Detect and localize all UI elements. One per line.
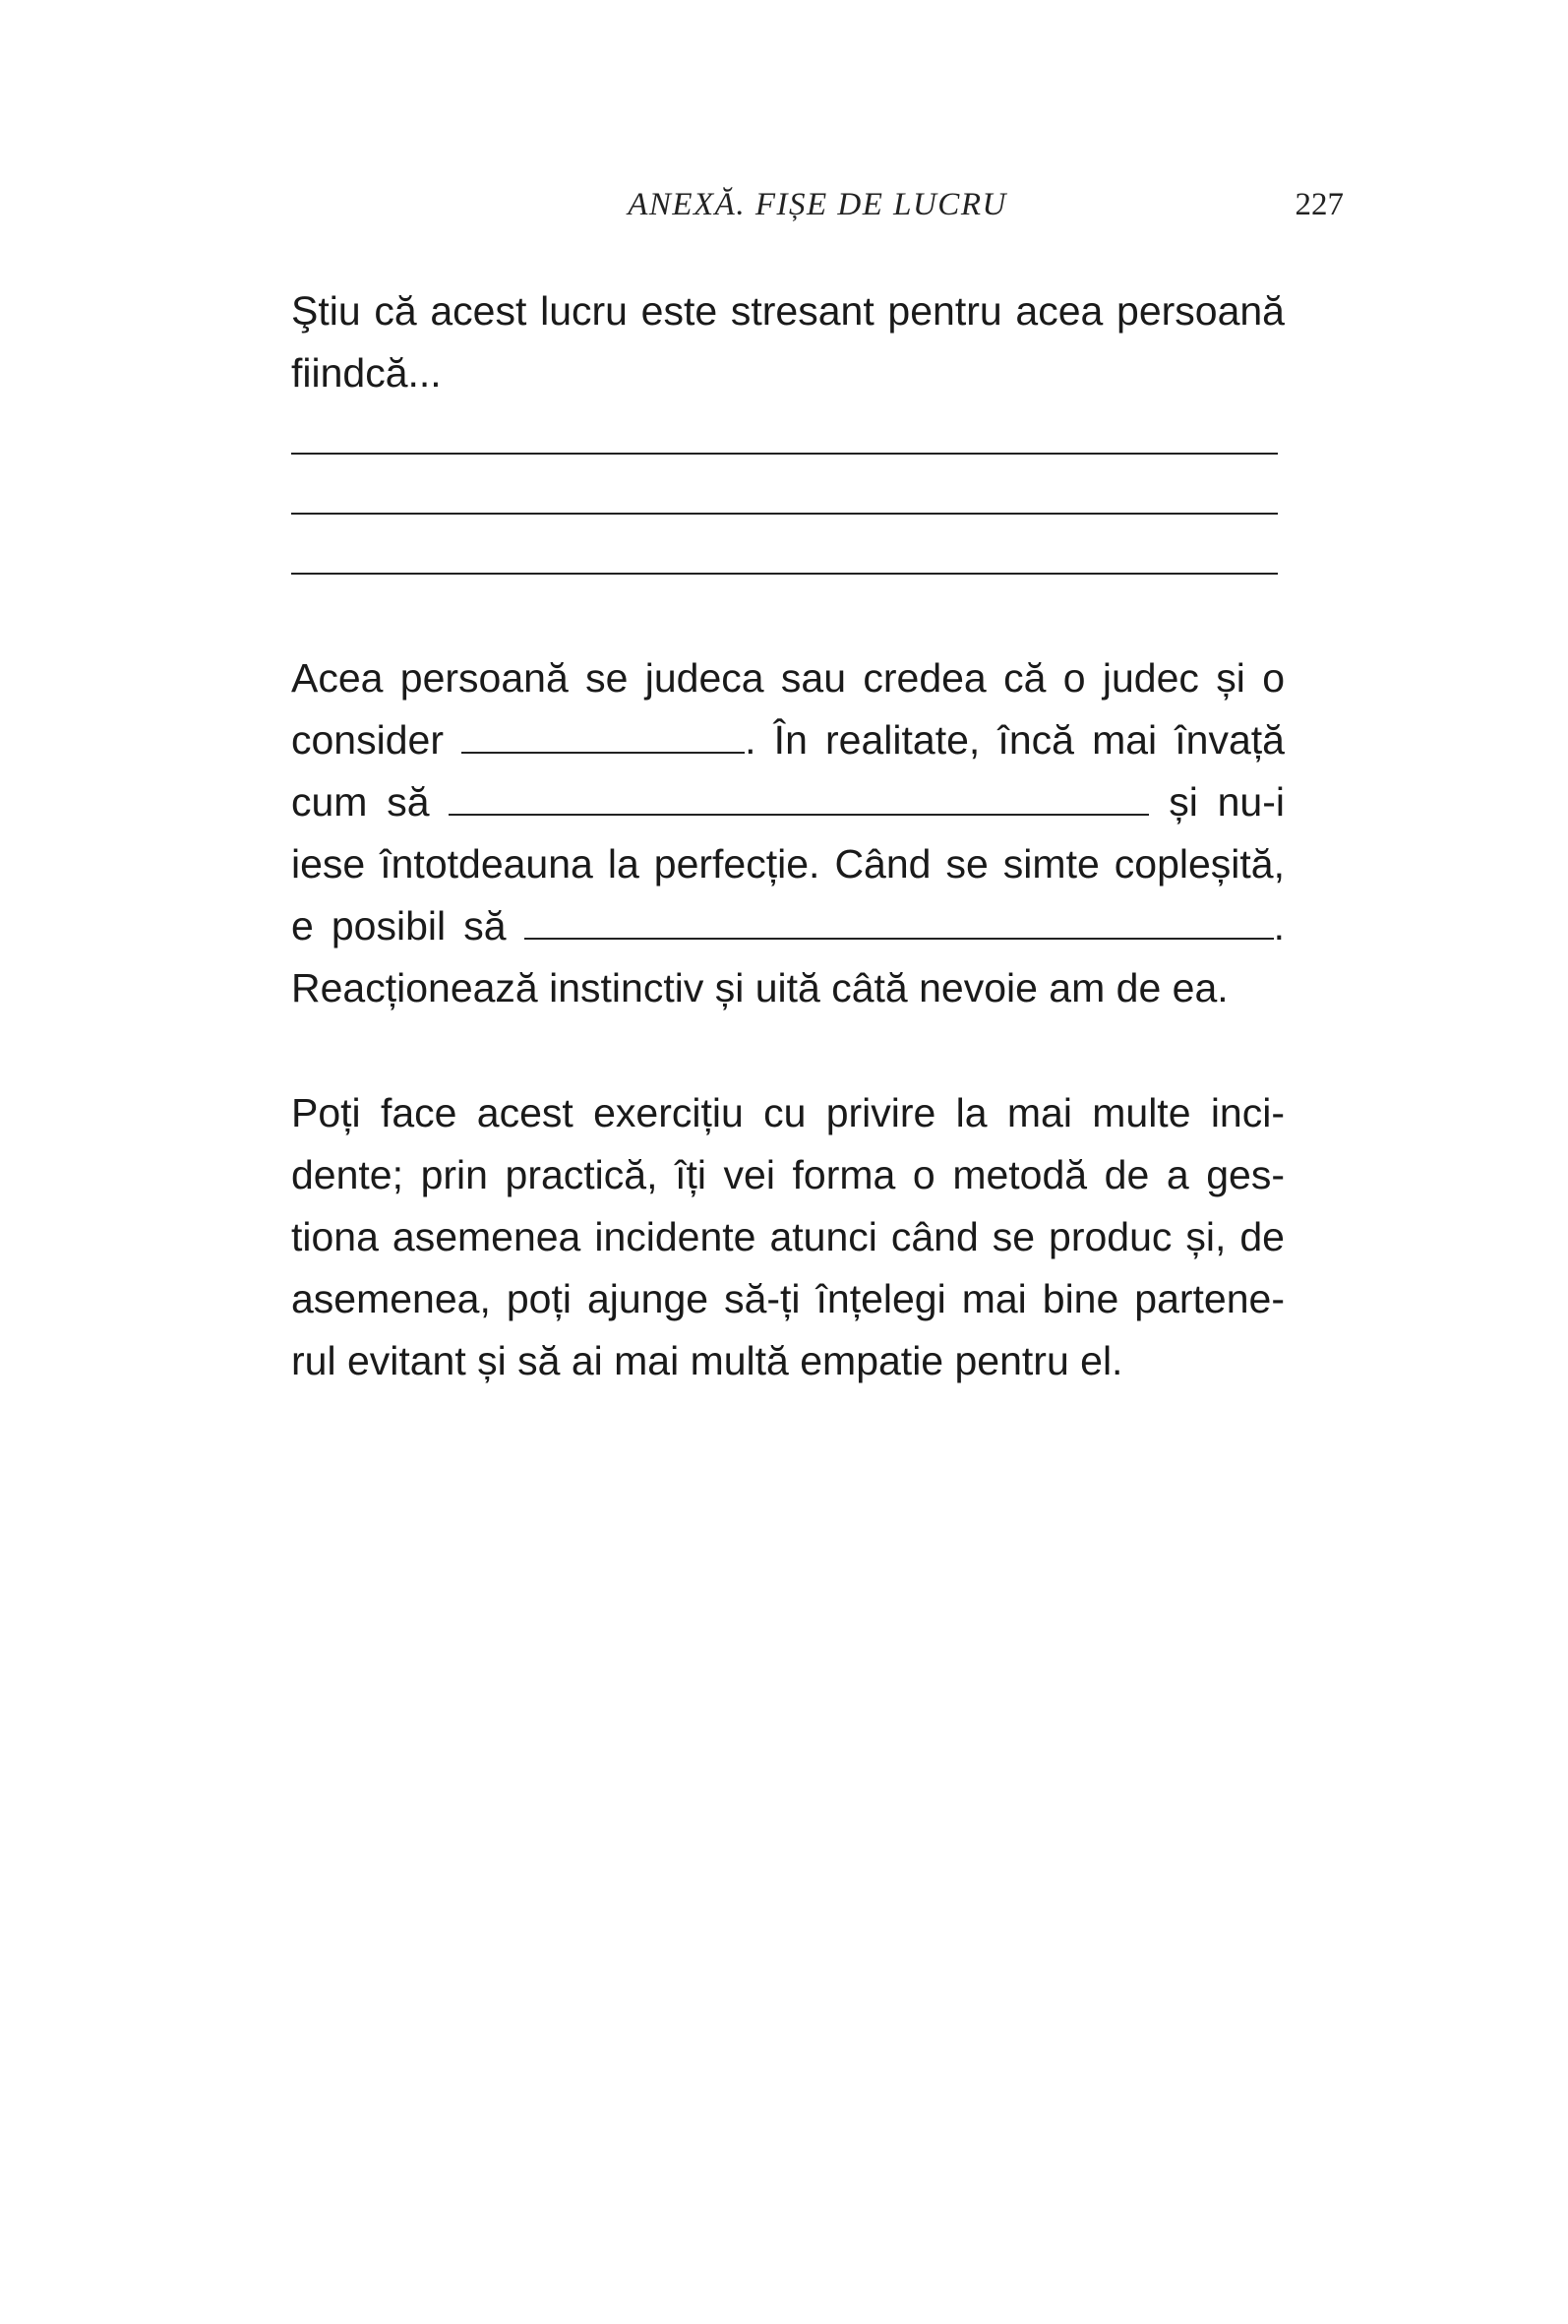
text-line: Ştiu că acest lucru este stresant pentru acea persoană [291,288,1285,334]
text-fragment: . În realitate, încă mai învață [745,717,1285,763]
paragraph-fill-in [291,647,1285,1019]
text-line: dente; prin practică, îți vei forma o metodă de a ges- [291,1152,1285,1197]
text-line: iese întotdeauna la perfecție. Când se simte copleșită, [291,841,1285,887]
paragraph-exercise-note [291,1082,1285,1392]
text-fragment: cum să [291,779,430,825]
text-line-with-blank [291,709,1285,771]
text-line-with-blank [291,895,1285,957]
running-header [291,187,1344,236]
text-line: asemenea, poți ajunge să-ți înțelegi mai bine partene- [291,1276,1285,1321]
text-line: Poți face acest exercițiu cu privire la mai multe inci- [291,1090,1285,1135]
answer-line-1[interactable] [291,453,1278,455]
paragraph-stress-reason [291,280,1285,404]
text-fragment: consider [291,717,444,763]
page-number: 227 [1295,187,1344,222]
text-line-with-blank [291,771,1285,833]
answer-line-3[interactable] [291,573,1278,575]
text-line: fiindcă... [291,350,442,396]
text-line: tiona asemenea incidente atunci când se produc și, de [291,1214,1285,1259]
running-title: ANEXĂ. FIȘE DE LUCRU [628,187,1007,222]
text-fragment: și nu-i [1169,779,1285,825]
answer-line-2[interactable] [291,513,1278,515]
text-line: Acea persoană se judeca sau credea că o judec și o [291,655,1285,701]
text-fragment: e posibil să [291,903,507,948]
fill-in-blank-learning[interactable] [449,774,1149,816]
fill-in-blank-consider[interactable] [461,712,745,754]
text-line: rul evitant și să ai mai multă empatie pentru el. [291,1338,1123,1383]
fill-in-blank-overwhelmed[interactable] [524,898,1274,940]
text-fragment: . [1273,903,1285,948]
text-line: Reacționează instinctiv și uită câtă nevoie am de ea. [291,965,1229,1010]
